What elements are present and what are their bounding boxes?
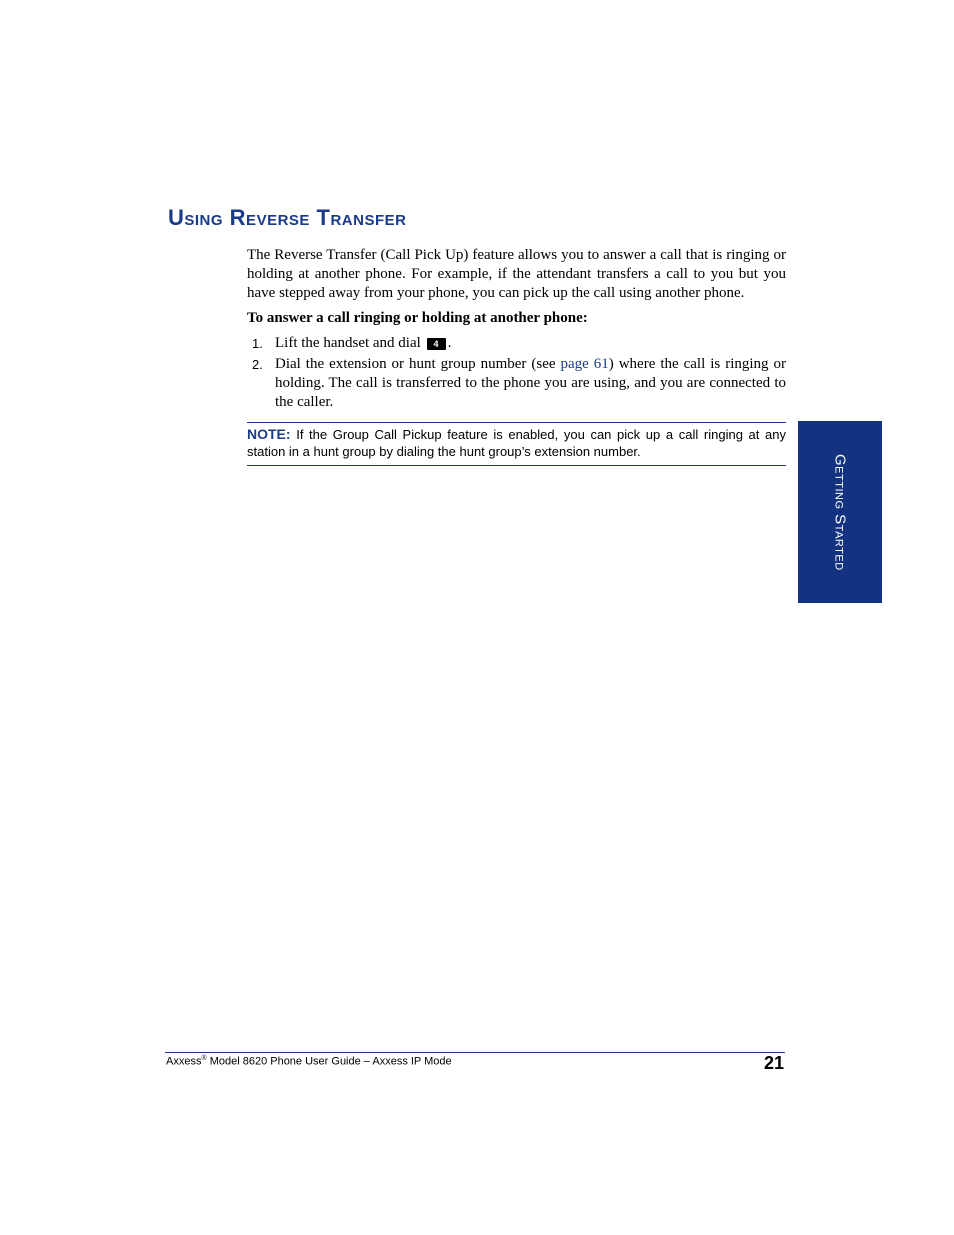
page-link[interactable]: page 61: [560, 356, 609, 372]
registered-mark: ®: [201, 1055, 207, 1062]
note-text: If the Group Call Pickup feature is enabled, you can pick up a call ringing at any station in a hunt group by dialing the hunt group’s extension number.: [247, 427, 786, 459]
intro-paragraph: The Reverse Transfer (Call Pick Up) feature allows you to answer a call that is ringing or holding at another phone. For example, if the attendant transfers a call to you but you have stepped away from your phone, you can pick up the call using another phone.: [247, 247, 786, 301]
step-number: 1.: [252, 336, 263, 351]
chapter-tab: [798, 421, 882, 603]
section-title: Using Reverse Transfer: [168, 205, 407, 230]
dialpad-key-icon: 4: [427, 338, 446, 350]
list-item: [247, 355, 786, 412]
main-content: [247, 246, 786, 466]
chapter-tab-label: Getting Started: [831, 453, 849, 571]
note-label: NOTE:: [247, 426, 291, 442]
step-text-end: ) where the call is ringing or holding. The call is transferred to the phone you are using, and you are connected to the caller.: [275, 356, 786, 410]
step-text: Dial the extension or hunt group number (see: [275, 356, 561, 372]
steps-list: [247, 334, 786, 412]
footer-brand: Axxess: [166, 1055, 202, 1068]
footer-divider: [165, 1052, 785, 1053]
step-text: Lift the handset and dial: [275, 335, 425, 351]
footer-title-text: Model 8620 Phone User Guide – Axxess IP Mode: [206, 1055, 452, 1068]
note-box: [247, 422, 786, 466]
step-text-end: .: [447, 335, 452, 351]
page-number: 21: [763, 1053, 784, 1073]
list-item: [247, 334, 786, 353]
footer-guide-title: [166, 1055, 452, 1068]
procedure-heading: To answer a call ringing or holding at another phone:: [247, 310, 588, 326]
step-number: 2.: [252, 357, 263, 372]
